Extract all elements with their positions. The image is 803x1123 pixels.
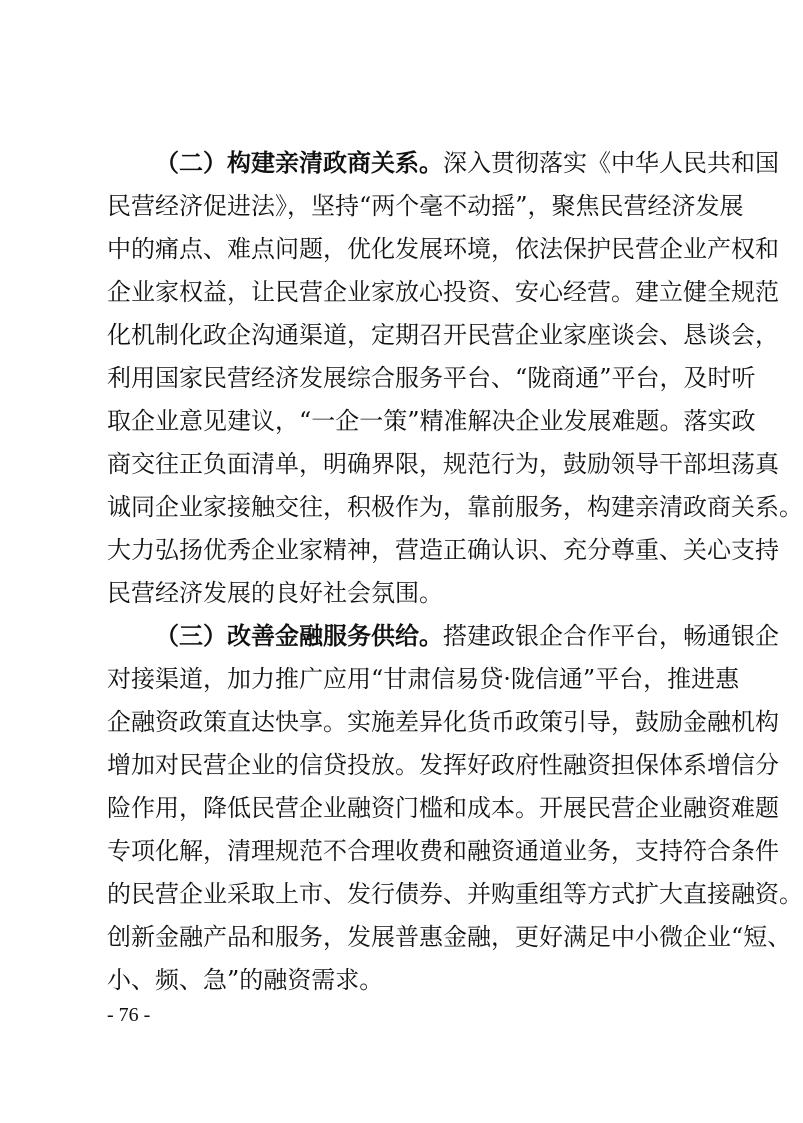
section-2-line-1 bbox=[155, 143, 779, 183]
section-3-line-2: 对接渠道，加力推广应用“甘肃信易贷·陇信通”平台，推进惠 bbox=[107, 665, 740, 693]
section-3-line-3: 企融资政策直达快享。实施差异化货币政策引导，鼓励金融机构 bbox=[107, 708, 779, 736]
section-3-line-9: 小、频、急”的融资需求。 bbox=[107, 966, 384, 994]
section-3-line-6: 专项化解，清理规范不合理收费和融资通道业务，支持符合条件 bbox=[107, 837, 779, 865]
section-2-line-7: 取企业意见建议，“一企一策”精准解决企业发展难题。落实政 bbox=[107, 407, 756, 435]
section-2-line-5: 化机制化政企沟通渠道，定期召开民营企业家座谈会、恳谈会， bbox=[107, 321, 779, 349]
section-3-line-4: 增加对民营企业的信贷投放。发挥好政府性融资担保体系增信分 bbox=[107, 751, 779, 779]
section-2-line-4: 企业家权益，让民营企业家放心投资、安心经营。建立健全规范 bbox=[107, 278, 779, 306]
section-3-line-1-text: 搭建政银企合作平台，畅通银企 bbox=[443, 622, 779, 650]
page-number: - 76 - bbox=[107, 1004, 151, 1026]
section-3-line-5: 险作用，降低民营企业融资门槛和成本。开展民营企业融资难题 bbox=[107, 794, 779, 822]
section-2-line-6: 利用国家民营经济发展综合服务平台、“陇商通”平台，及时听 bbox=[107, 364, 756, 392]
section-2-line-10: 大力弘扬优秀企业家精神，营造正确认识、充分尊重、关心支持 bbox=[107, 536, 779, 564]
section-2-line-2: 民营经济促进法》，坚持“两个毫不动摇”，聚焦民营经济发展 bbox=[107, 192, 744, 220]
section-3-line-7: 的民营企业采取上市、发行债券、并购重组等方式扩大直接融资。 bbox=[107, 880, 803, 908]
section-3-line-1 bbox=[155, 616, 779, 656]
section-3-heading: （三）改善金融服务供给。 bbox=[155, 622, 443, 650]
section-2-line-8: 商交往正负面清单，明确界限，规范行为，鼓励领导干部坦荡真 bbox=[107, 450, 779, 478]
section-3-line-8: 创新金融产品和服务，发展普惠金融，更好满足中小微企业“短、 bbox=[107, 923, 792, 951]
section-2-line-1-text: 深入贯彻落实《中华人民共和国 bbox=[443, 149, 779, 177]
section-2-heading: （二）构建亲清政商关系。 bbox=[155, 149, 443, 177]
section-2-line-11: 民营经济发展的良好社会氛围。 bbox=[107, 579, 443, 607]
section-2-line-9: 诚同企业家接触交往，积极作为，靠前服务，构建亲清政商关系。 bbox=[107, 493, 803, 521]
section-2-line-3: 中的痛点、难点问题，优化发展环境，依法保护民营企业产权和 bbox=[107, 235, 779, 263]
